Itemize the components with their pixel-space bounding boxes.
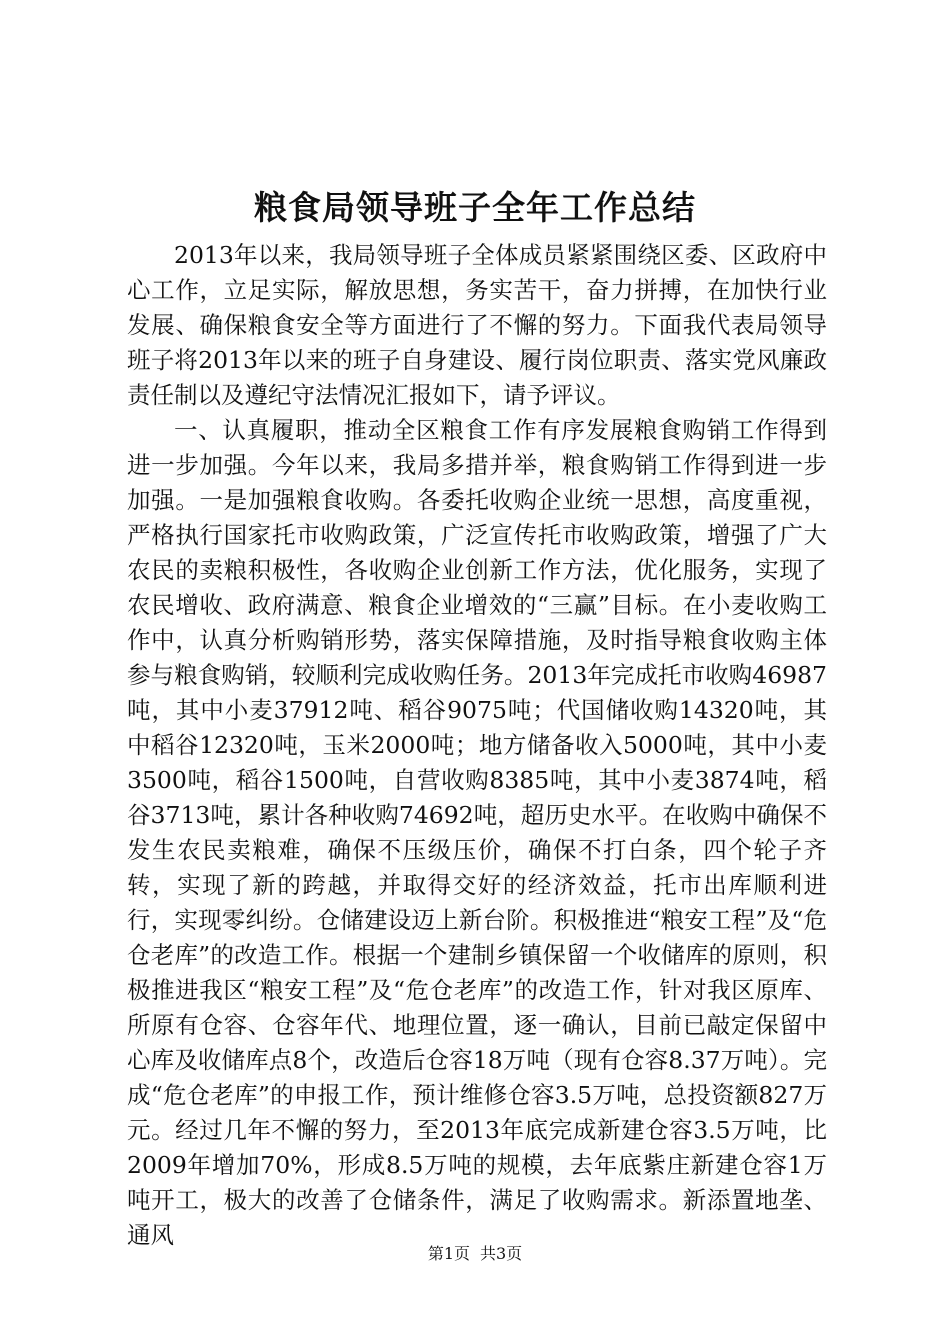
- page-number: 第1页: [427, 1244, 470, 1263]
- paragraph-section-one: 一、认真履职，推动全区粮食工作有序发展粮食购销工作得到进一步加强。今年以来，我局多措并举，粮食购销工作得到进一步加强。一是加强粮食收购。各委托收购企业统一思想，高度重视，严格执行国家托市收购政策，广泛宣传托市收购政策，增强了广大农民的卖粮积极性，各收购企业创新工作方法，优化服务，实现了农民增收、政府满意、粮食企业增效的“三赢”目标。在小麦收购工作中，认真分析购销形势，落实保障措施，及时指导粮食收购主体参与粮食购销，较顺利完成收购任务。2013年完成托市收购46987吨，其中小麦37912吨、稻谷9075吨；代国储收购14320吨，其中稻谷12320吨，玉米2000吨；地方储备收入5000吨，其中小麦3500吨，稻谷1500吨，自营收购8385吨，其中小麦3874吨，稻谷3713吨，累计各种收购74692吨，超历史水平。在收购中确保不发生农民卖粮难，确保不压级压价，确保不打白条，四个轮子齐转，实现了新的跨越，并取得交好的经济效益，托市出库顺利进行，实现零纠纷。仓储建设迈上新台阶。积极推进“粮安工程”及“危仓老库”的改造工作。根据一个建制乡镇保留一个收储库的原则，积极推进我区“粮安工程”及“危仓老库”的改造工作，针对我区原库、所原有仓容、仓容年代、地理位置，逐一确认，目前已敲定保留中心库及收储库点8个，改造后仓容18万吨（现有仓容8.37万吨）。完成“危仓老库”的申报工作，预计维修仓容3.5万吨，总投资额827万元。经过几年不懈的努力，至2013年底完成新建仓容3.5万吨，比2009年增加70%，形成8.5万吨的规模，去年底紫庄新建仓容1万吨开工，极大的改善了仓储条件，满足了收购需求。新添置地垄、通风: [127, 416, 827, 1249]
- page-footer: [0, 1243, 950, 1265]
- document-title: 粮食局领导班子全年工作总结: [254, 188, 696, 227]
- document-body: [127, 238, 827, 1253]
- paragraph-intro: 2013年以来，我局领导班子全体成员紧紧围绕区委、区政府中心工作，立足实际，解放思想，务实苦干，奋力拼搏，在加快行业发展、确保粮食安全等方面进行了不懈的努力。下面我代表局领导班子将2013年以来的班子自身建设、履行岗位职责、落实党风廉政责任制以及遵纪守法情况汇报如下，请予评议。: [127, 241, 827, 409]
- page-total: 共3页: [480, 1244, 523, 1263]
